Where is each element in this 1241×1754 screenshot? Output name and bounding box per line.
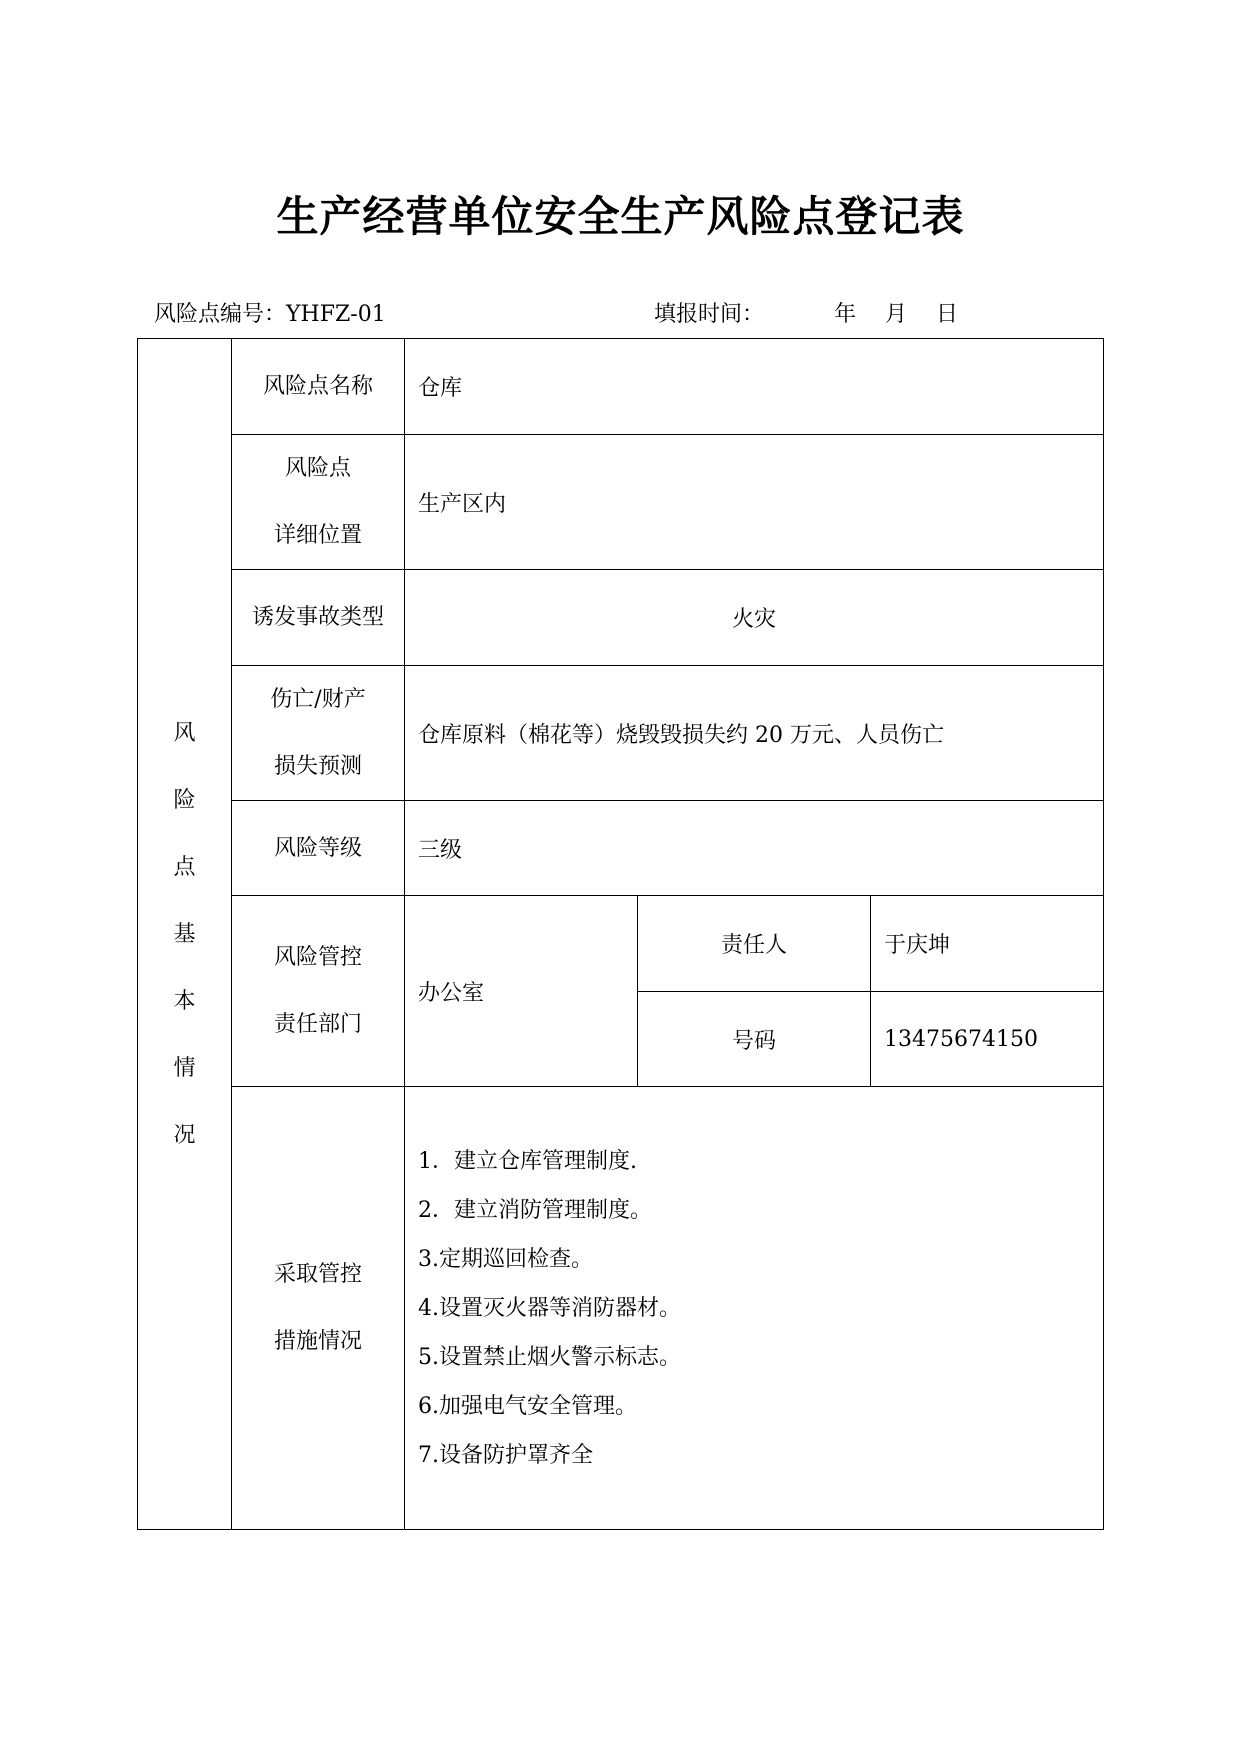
row-loss [138, 666, 1104, 801]
row-measures [138, 1087, 1104, 1530]
risk-code-value: YHFZ-01 [286, 302, 386, 327]
side-char: 基 [173, 921, 196, 947]
row-name [138, 339, 1104, 435]
department-label: 风险管控 责任部门 [232, 896, 405, 1087]
side-char: 险 [173, 787, 196, 813]
side-char: 风 [173, 720, 196, 746]
level-value: 三级 [405, 801, 1104, 896]
row-department-top [138, 896, 1104, 992]
row-level [138, 801, 1104, 896]
risk-register-table [137, 338, 1104, 1530]
accident-type-label: 诱发事故类型 [232, 570, 405, 666]
measure-item: 7.设备防护罩齐全 [418, 1442, 593, 1468]
measures-label: 采取管控 措施情况 [232, 1087, 405, 1530]
report-date-label: 填报时间： [654, 302, 765, 327]
person-value: 于庆坤 [871, 896, 1104, 992]
phone-label: 号码 [638, 992, 871, 1087]
risk-code-label: 风险点编号： [154, 302, 287, 327]
person-label: 责任人 [638, 896, 871, 992]
measures-list [405, 1087, 1104, 1530]
side-label [138, 339, 232, 1530]
loss-value: 仓库原料（棉花等）烧毁毁损失约 20 万元、人员伤亡 [405, 666, 1104, 801]
measure-item: 1．建立仓库管理制度. [418, 1148, 637, 1174]
side-char: 本 [173, 988, 196, 1014]
loss-label: 伤亡/财产 损失预测 [232, 666, 405, 801]
report-date-units: 年 月 日 [834, 302, 959, 327]
measure-item: 5.设置禁止烟火警示标志。 [418, 1344, 681, 1370]
location-value: 生产区内 [405, 435, 1104, 570]
name-label: 风险点名称 [232, 339, 405, 435]
measure-item: 4.设置灭火器等消防器材。 [418, 1295, 681, 1321]
side-char: 况 [173, 1122, 196, 1148]
side-char: 情 [173, 1055, 196, 1081]
phone-value: 13475674150 [871, 992, 1104, 1087]
row-location [138, 435, 1104, 570]
level-label: 风险等级 [232, 801, 405, 896]
risk-code [154, 300, 386, 330]
form-title: 生产经营单位安全生产风险点登记表 [276, 192, 965, 241]
measure-item: 6.加强电气安全管理。 [418, 1393, 637, 1419]
name-value: 仓库 [405, 339, 1104, 435]
measure-item: 3.定期巡回检查。 [418, 1246, 593, 1272]
report-date [654, 300, 958, 330]
location-label: 风险点 详细位置 [232, 435, 405, 570]
side-char: 点 [173, 854, 196, 880]
department-value: 办公室 [405, 896, 638, 1087]
row-accident-type [138, 570, 1104, 666]
accident-type-value: 火灾 [405, 570, 1104, 666]
measure-item: 2．建立消防管理制度。 [418, 1197, 652, 1223]
